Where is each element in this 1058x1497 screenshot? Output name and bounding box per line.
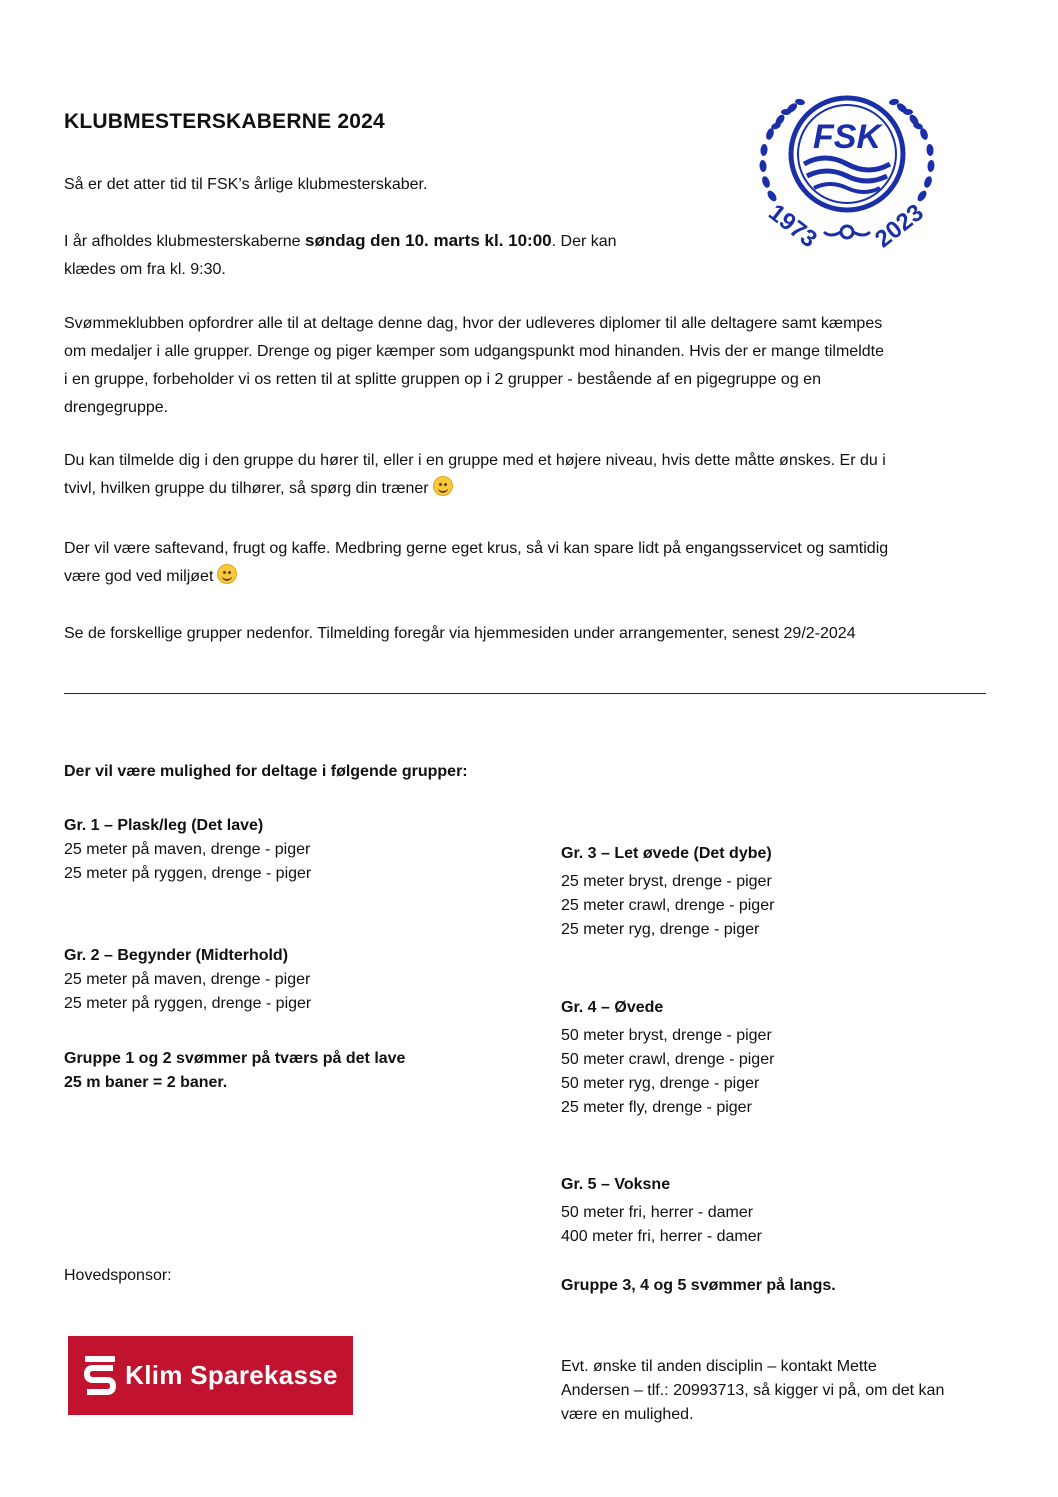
- page-title: KLUBMESTERSKABERNE 2024: [64, 110, 385, 133]
- list-item: 25 meter på ryggen, drenge - piger: [64, 865, 312, 882]
- contact-note: [561, 1355, 944, 1427]
- sponsor-name: Klim Sparekasse: [125, 1360, 338, 1390]
- contact-line: Evt. ønske til anden disciplin – kontakt Mette: [561, 1358, 877, 1375]
- group-title: Gr. 1 – Plask/leg (Det lave): [64, 817, 264, 834]
- para3-line: Der vil være saftevand, frugt og kaffe. Medbring gerne eget krus, så vi kan spare lidt på engangsservicet og samtidig: [64, 540, 889, 557]
- list-item: 25 meter på maven, drenge - piger: [64, 971, 311, 988]
- signup-paragraph: [64, 447, 994, 503]
- para2-line: Du kan tilmelde dig i den gruppe du hører til, eller i en gruppe med et højere niveau, hvis dette måtte ønskes. Er du i: [64, 452, 886, 469]
- logo-year-right: 2023: [870, 199, 929, 254]
- group-title: Gr. 3 – Let øvede (Det dybe): [561, 845, 772, 862]
- intro-text: Så er det atter tid til FSK’s årlige klubmesterskaber.: [64, 176, 428, 193]
- smiling-face-icon: [217, 564, 237, 584]
- list-item: 400 meter fri, herrer - damer: [561, 1228, 762, 1245]
- para1-line: Svømmeklubben opfordrer alle til at deltage denne dag, hvor der udleveres diplomer til alle deltagere samt kæmpes: [64, 315, 883, 332]
- date-paragraph: [64, 227, 994, 284]
- list-item: 25 meter ryg, drenge - piger: [561, 921, 760, 938]
- groups-heading: Der vil være mulighed for deltage i følgende grupper:: [64, 763, 468, 780]
- list-item: 25 meter på ryggen, drenge - piger: [64, 995, 312, 1012]
- para1-line: i en gruppe, forbeholder vi os retten til at splitte gruppen op i 2 grupper - bestående af en pigegruppe og en: [64, 371, 821, 388]
- group-3: [561, 842, 774, 942]
- group-4: [561, 996, 774, 1120]
- logo-year-left: 1973: [763, 199, 822, 254]
- para1-line: om medaljer i alle grupper. Drenge og piger kæmper som udgangspunkt mod hinanden. Hvis der er mange tilmeldte: [64, 343, 884, 360]
- list-item: 25 meter bryst, drenge - piger: [561, 873, 772, 890]
- date-line2: klædes om fra kl. 9:30.: [64, 261, 226, 278]
- sponsor-label: Hovedsponsor:: [64, 1267, 172, 1284]
- sponsor-logo: [68, 1336, 353, 1415]
- event-date: søndag den 10. marts kl. 10:00: [305, 231, 552, 250]
- group-title: Gr. 5 – Voksne: [561, 1176, 671, 1193]
- participation-paragraph: [64, 310, 994, 422]
- contact-line: være en mulighed.: [561, 1406, 694, 1423]
- group-title: Gr. 2 – Begynder (Midterhold): [64, 947, 289, 964]
- list-item: 25 meter på maven, drenge - piger: [64, 841, 311, 858]
- refreshments-paragraph: [64, 535, 994, 591]
- registration-text: Se de forskellige grupper nedenfor. Tilmelding foregår via hjemmesiden under arrangementer, senest 29/2-2024: [64, 625, 856, 642]
- contact-line: Andersen – tlf.: 20993713, så kigger vi på, om det kan: [561, 1382, 945, 1399]
- logo-text: FSK: [813, 118, 881, 156]
- list-item: 25 meter crawl, drenge - piger: [561, 897, 775, 914]
- group-1: [64, 814, 311, 886]
- list-item: 25 meter fly, drenge - piger: [561, 1099, 752, 1116]
- para1-line: drengegruppe.: [64, 399, 169, 416]
- list-item: 50 meter ryg, drenge - piger: [561, 1075, 760, 1092]
- group-3-4-5-note: Gruppe 3, 4 og 5 svømmer på langs.: [561, 1277, 836, 1294]
- smiling-face-icon: [433, 476, 453, 496]
- note-line: 25 m baner = 2 baner.: [64, 1074, 228, 1091]
- group-2: [64, 944, 311, 1016]
- group-title: Gr. 4 – Øvede: [561, 999, 664, 1016]
- sparekasse-s-icon: [83, 1354, 117, 1398]
- list-item: 50 meter fri, herrer - damer: [561, 1204, 754, 1221]
- group-5: [561, 1173, 762, 1249]
- para2-line: tvivl, hvilken gruppe du tilhører, så spørg din træner: [64, 480, 429, 497]
- group-1-2-note: [64, 1047, 405, 1095]
- note-line: Gruppe 1 og 2 svømmer på tværs på det lave: [64, 1050, 406, 1067]
- list-item: 50 meter crawl, drenge - piger: [561, 1051, 775, 1068]
- horizontal-divider: [64, 693, 986, 694]
- para3-line: være god ved miljøet: [64, 568, 214, 585]
- date-pre: I år afholdes klubmesterskaberne: [64, 233, 306, 250]
- date-post: . Der kan: [551, 233, 617, 250]
- list-item: 50 meter bryst, drenge - piger: [561, 1027, 772, 1044]
